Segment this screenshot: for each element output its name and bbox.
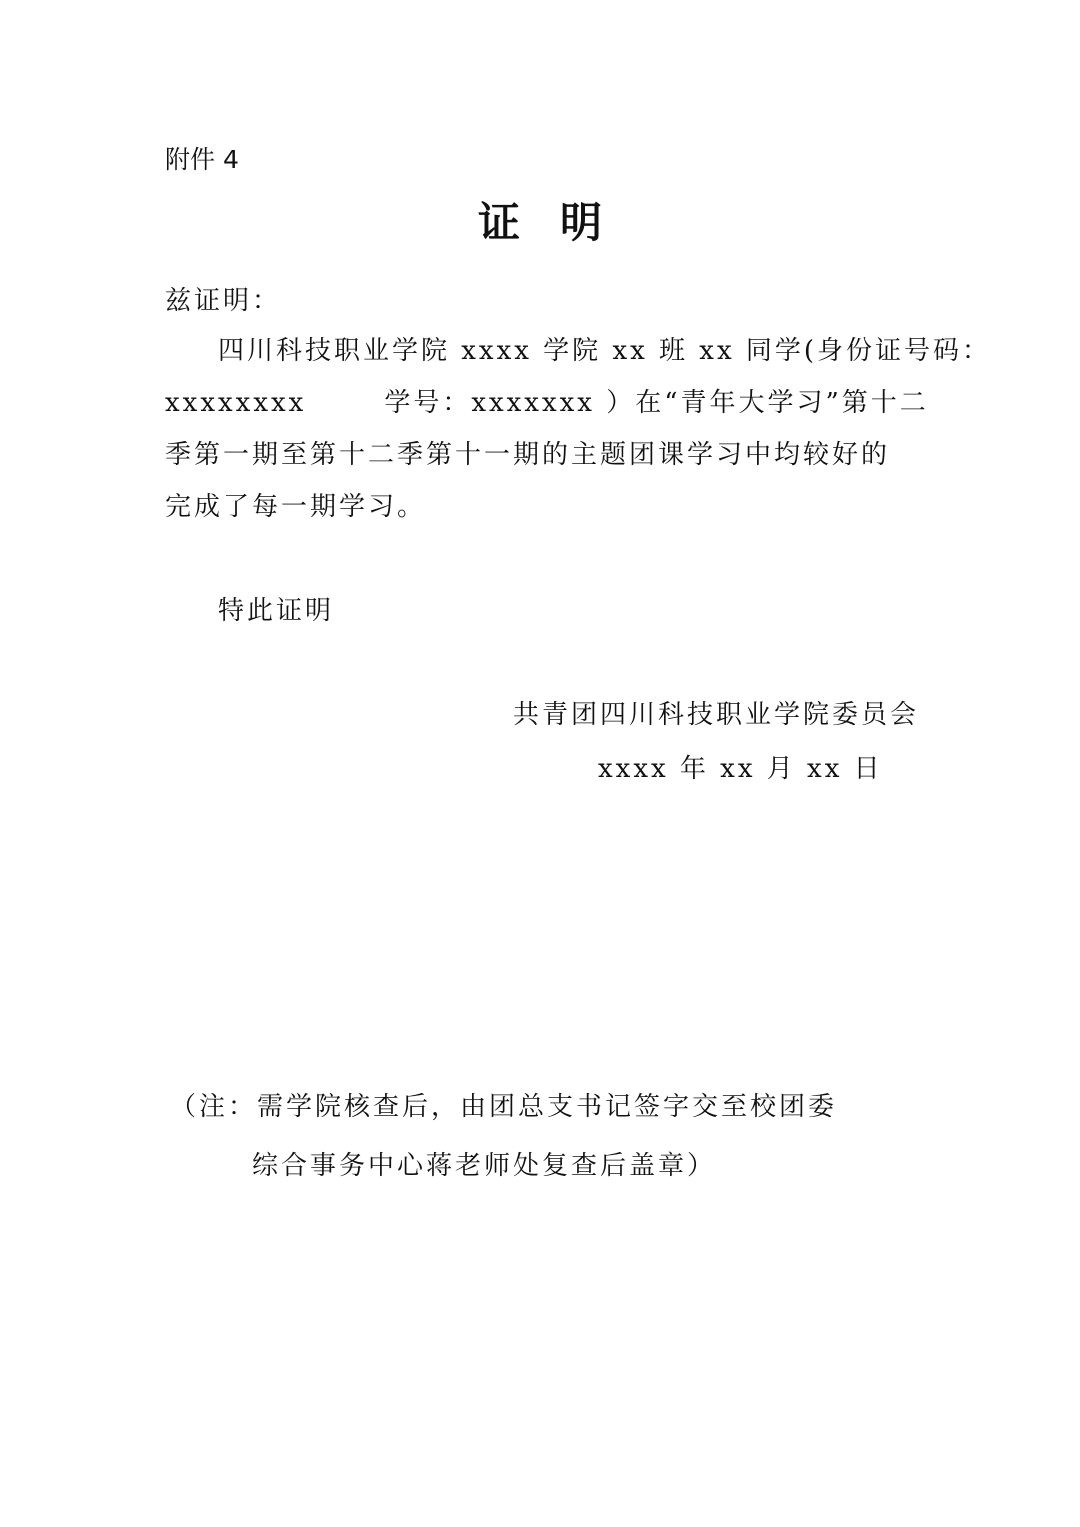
attachment-label: 附件 4 [165,145,239,174]
student-number-text: 学号：xxxxxxx ）在“青年大学习”第十二 [384,388,929,418]
salutation: 兹证明： [165,286,282,316]
paragraph-line: 完成了每一期学习。 [165,492,427,522]
paragraph-line: 四川科技职业学院 xxxx 学院 xx 班 xx 同学(身份证号码： [218,336,992,366]
issuing-organization: 共青团四川科技职业学院委员会 [513,700,920,730]
issue-date: xxxx 年 xx 月 xx 日 [598,754,883,784]
note-line: 综合事务中心蒋老师处复查后盖章） [252,1151,717,1181]
id-number-placeholder: xxxxxxxx [165,388,307,418]
note-line: （注：需学院核查后，由团总支书记签字交至校团委 [170,1092,838,1122]
closing-phrase: 特此证明 [218,596,335,626]
document-title: 证明 [477,198,642,247]
paragraph-line: 季第一期至第十二季第十一期的主题团课学习中均较好的 [165,440,891,470]
paragraph-line [165,382,929,419]
